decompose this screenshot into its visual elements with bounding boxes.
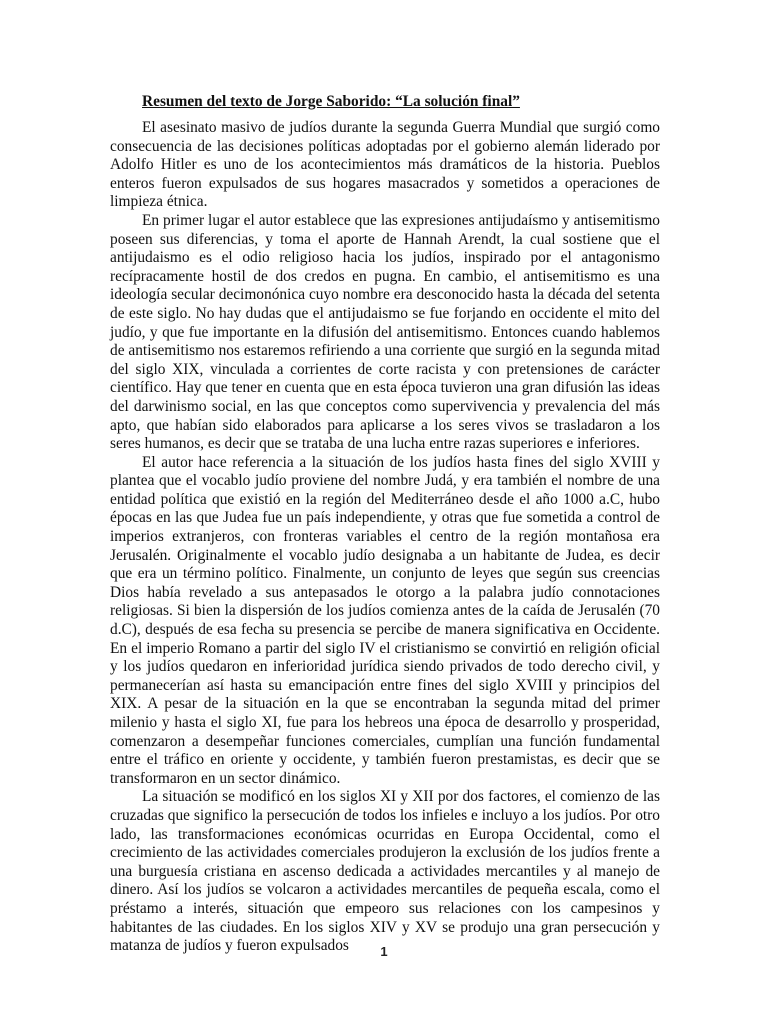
paragraph-3: El autor hace referencia a la situación de los judíos hasta fines del siglo XVIII y plantea que el vocablo judío proviene del nombre Judá, y era también el nombre de una entidad política que existió en la región del Mediterráneo desde el año 1000 a.C, hubo épocas en las que Judea fue un país independiente, y otras que fue sometida a control de imperios extranjeros, con fronteras variables el centro de la región montañosa era Jerusalén. Originalmente el vocablo judío designaba a un habitante de Judea, es decir que era un término político. Finalmente, un conjunto de leyes que según sus creencias Dios había revelado a sus antepasados le otorgo a la palabra judío connotaciones religiosas. Si bien la dispersión de los judíos comienza antes de la caída de Jerusalén (70 d.C), después de esa fecha su presencia se percibe de manera significativa en Occidente. En el imperio Romano a partir del siglo IV el cristianismo se convirtió en religión oficial y los judíos quedaron en inferioridad jurídica siendo privados de todo derecho civil, y permanecerían así hasta su emancipación entre fines del siglo XVIII y principios del XIX. A pesar de la situación en la que se encontraban la segunda mitad del primer milenio y hasta el siglo XI, fue para los hebreos una época de desarrollo y prosperidad, comenzaron a desempeñar funciones comerciales, cumplían una función fundamental entre el tráfico en oriente y occidente, y también fueron prestamistas, es decir que se transformaron en un sector dinámico. — [110, 453, 660, 787]
page-number: 1 — [380, 944, 388, 959]
document-body — [110, 92, 660, 956]
paragraph-4: La situación se modificó en los siglos XI y XII por dos factores, el comienzo de las cruzadas que significo la persecución de todos los infieles e incluyo a los judíos. Por otro lado, las transformaciones económicas ocurridas en Europa Occidental, como el crecimiento de las actividades comerciales produjeron la exclusión de los judíos frente a una burguesía cristiana en ascenso dedicada a actividades mercantiles y al manejo de dinero. Así los judíos se volcaron a actividades mercantiles de pequeña escala, como el préstamo a interés, situación que empeoro sus relaciones con los campesinos y habitantes de las ciudades. En los siglos XIV y XV se produjo una gran persecución y matanza de judíos y fueron expulsados — [110, 788, 660, 955]
paragraph-2: En primer lugar el autor establece que las expresiones antijudaísmo y antisemitismo poseen sus diferencias, y toma el aporte de Hannah Arendt, la cual sostiene que el antijudaismo es el odio religioso hacia los judíos, inspirado por el antagonismo recípracamente hostil de dos credos en pugna. En cambio, el antisemitismo es una ideología secular decimonónica cuyo nombre era desconocido hasta la década del setenta de este siglo. No hay dudas que el antijudaismo se fue forjando en occidente el mito del judío, y que fue importante en la difusión del antisemitismo. Entonces cuando hablemos de antisemitismo nos estaremos refiriendo a una corriente que surgió en la segunda mitad del siglo XIX, vinculada a corrientes de corte racista y con pretensiones de carácter científico. Hay que tener en cuenta que en esta época tuvieron una gran difusión las ideas del darwinismo social, en las que conceptos como supervivencia y prevalencia del más apto, que habían sido elaborados para aplicarse a los seres vivos se trasladaron a los seres humanos, es decir que se trataba de una lucha entre razas superiores e inferiores. — [110, 211, 660, 453]
paragraph-1: El asesinato masivo de judíos durante la segunda Guerra Mundial que surgió como consecuencia de las decisiones políticas adoptadas por el gobierno alemán liderado por Adolfo Hitler es uno de los acontecimientos más dramáticos de la historia. Pueblos enteros fueron expulsados de sus hogares masacrados y sometidos a operaciones de limpieza étnica. — [110, 119, 660, 211]
document-title: Resumen del texto de Jorge Saborido: “La solución final” — [142, 93, 520, 110]
